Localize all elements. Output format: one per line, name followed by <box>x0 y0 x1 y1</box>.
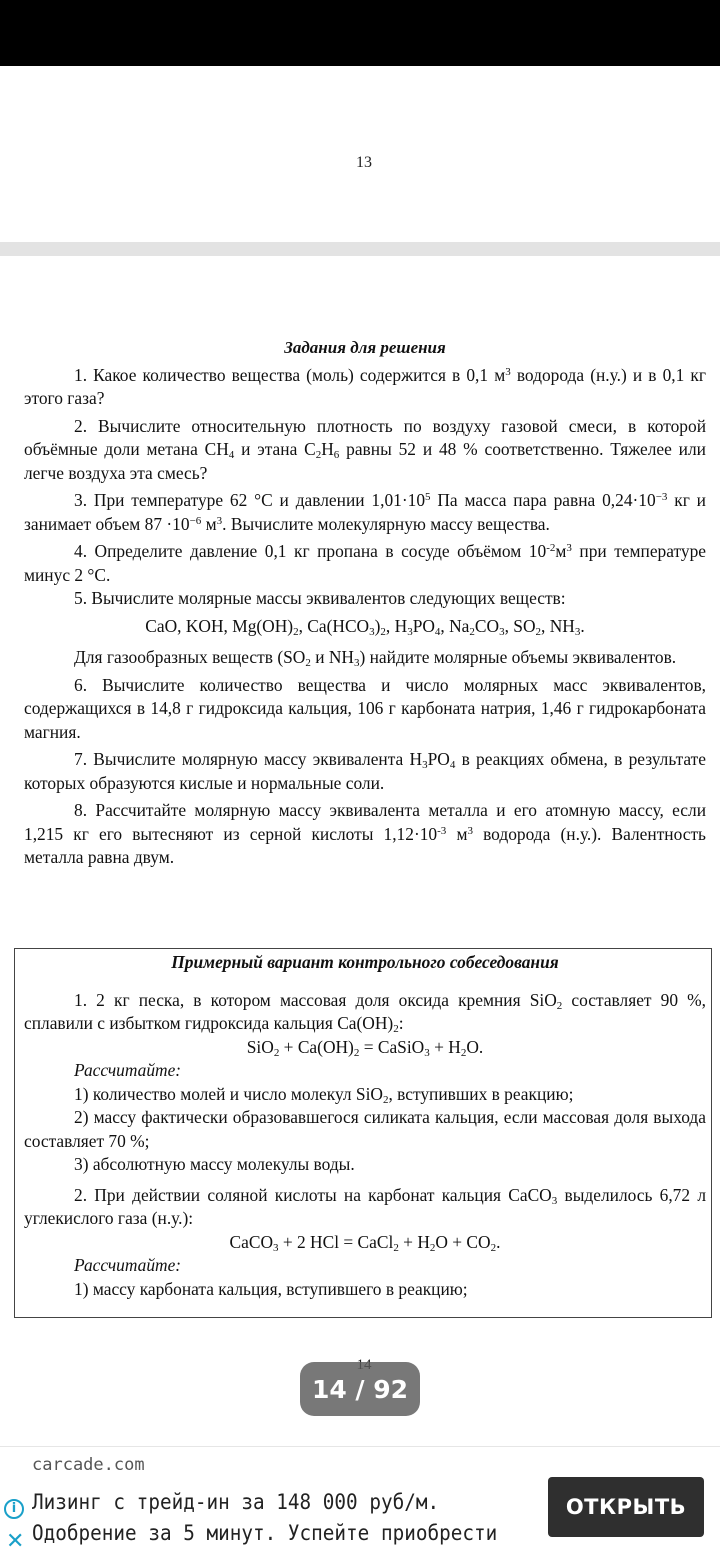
task-2: 2. Вычислите относительную плотность по воздуху газовой смеси, в которой объёмные доли метана $CH_4$ и этана $C_2H_6$ равны 52 и 48 % соответственно. Тяжелее или легче воздуха эта смесь? <box>24 415 706 483</box>
calculate-label: Рассчитайте: <box>74 1060 182 1080</box>
equation-2: CaCO$_3$ + 2 HCl = CaCl$_2$ + $H_2O + CO_2$. <box>229 1231 501 1254</box>
task-1: 1. Какое количество вещества (моль) содержится в 0,1 $м^3$ водорода (н.у.) и в 0,1 кг этого газа? <box>24 364 707 408</box>
equation-1: $SiO_2 + Ca(OH)_2$ = CaSiO$_3$ + $H_2O$. <box>246 1036 484 1059</box>
question-1-1: 1) количество молей и число молекул SiO$_2$, вступивших в реакцию; <box>74 1083 574 1106</box>
task-4: 4. Определите давление 0,1 кг пропана в сосуде объёмом $10^{-2}м^3$ при температуре минус 2 °C. <box>24 541 706 585</box>
task-5: 5. Вычислите молярные массы эквивалентов следующих веществ: <box>74 588 566 608</box>
question-1-3: 3) абсолютную массу молекулы воды. <box>74 1154 355 1174</box>
page-separator <box>0 242 720 256</box>
question-1-2: 2) массу фактически образовавшегося силиката кальция, если массовая доля выхода составляет 70 %; <box>24 1107 706 1151</box>
page-number-top: 13 <box>356 154 372 171</box>
task-7: 7. Вычислите молярную массу эквивалента $H_3PO_4$ в реакциях обмена, в результате которых образуются кислые и нормальные соли. <box>24 749 706 793</box>
ad-banner[interactable] <box>0 1446 720 1561</box>
close-icon[interactable]: ✕ <box>6 1529 25 1554</box>
interview-task-2: 2. При действии соляной кислоты на карбонат кальция CaCO$_3$ выделилось 6,72 л углекислого газа (н.у.): <box>24 1184 706 1228</box>
box-title: Примерный вариант контрольного собеседования <box>171 952 559 972</box>
task-5-note: Для газообразных веществ ($SO_2$ и $NH_3$) найдите молярные объемы эквивалентов. <box>74 647 677 669</box>
calculate-label-2: Рассчитайте: <box>74 1255 182 1275</box>
question-2-1: 1) массу карбоната кальция, вступившего в реакцию; <box>74 1278 468 1299</box>
interview-task-1: 1. 2 кг песка, в котором массовая доля оксида кремния SiO$_2$ составляет 90 %, сплавили с избытком гидроксида кальция $Ca(OH)_2$: <box>24 989 707 1035</box>
ad-open-button[interactable]: ОТКРЫТЬ <box>548 1477 704 1537</box>
ad-text[interactable]: Лизинг с трейд-ин за 148 000 руб/м. Одобрение за 5 минут. Успейте приобрести <box>32 1490 498 1545</box>
section-title: Задания для решения <box>284 338 446 357</box>
task-5-formulas: CaO, KOH, $Mg(OH)_2$, $Ca(HCO_3)_2$, $H_3PO_4$, $Na_2CO_3$, $SO_2$, $NH_3$. <box>145 615 585 638</box>
page-indicator: 14 / 92 <box>300 1362 420 1416</box>
ad-domain[interactable]: carcade.com <box>32 1455 145 1475</box>
status-bar <box>0 0 720 66</box>
task-8: 8. Рассчитайте молярную массу эквивалента металла и его атомную массу, если 1,215 кг его вытесняют из серной кислоты $1,12\cdot 10^{-3}$ $м^3$ водорода (н.у.). Валентность металла равна двум. <box>24 800 706 867</box>
page-content <box>24 336 706 870</box>
interview-box <box>14 948 712 1318</box>
task-3: 3. При температуре 62 °C и давлении $1,01\cdot 10^5$ Па масса пара равна $0,24\cdot 10^{-3}$ кг и занимает объем $87 \cdot 10^{-6}$ $м^3$. Вычислите молекулярную массу вещества. <box>24 490 706 534</box>
info-icon[interactable]: i <box>4 1499 24 1519</box>
task-6: 6. Вычислите количество вещества и число молярных масс эквивалентов, содержащихся в 14,8 г гидроксида кальция, 106 г карбоната натрия, 1,46 г гидрокарбоната магния. <box>24 674 706 742</box>
